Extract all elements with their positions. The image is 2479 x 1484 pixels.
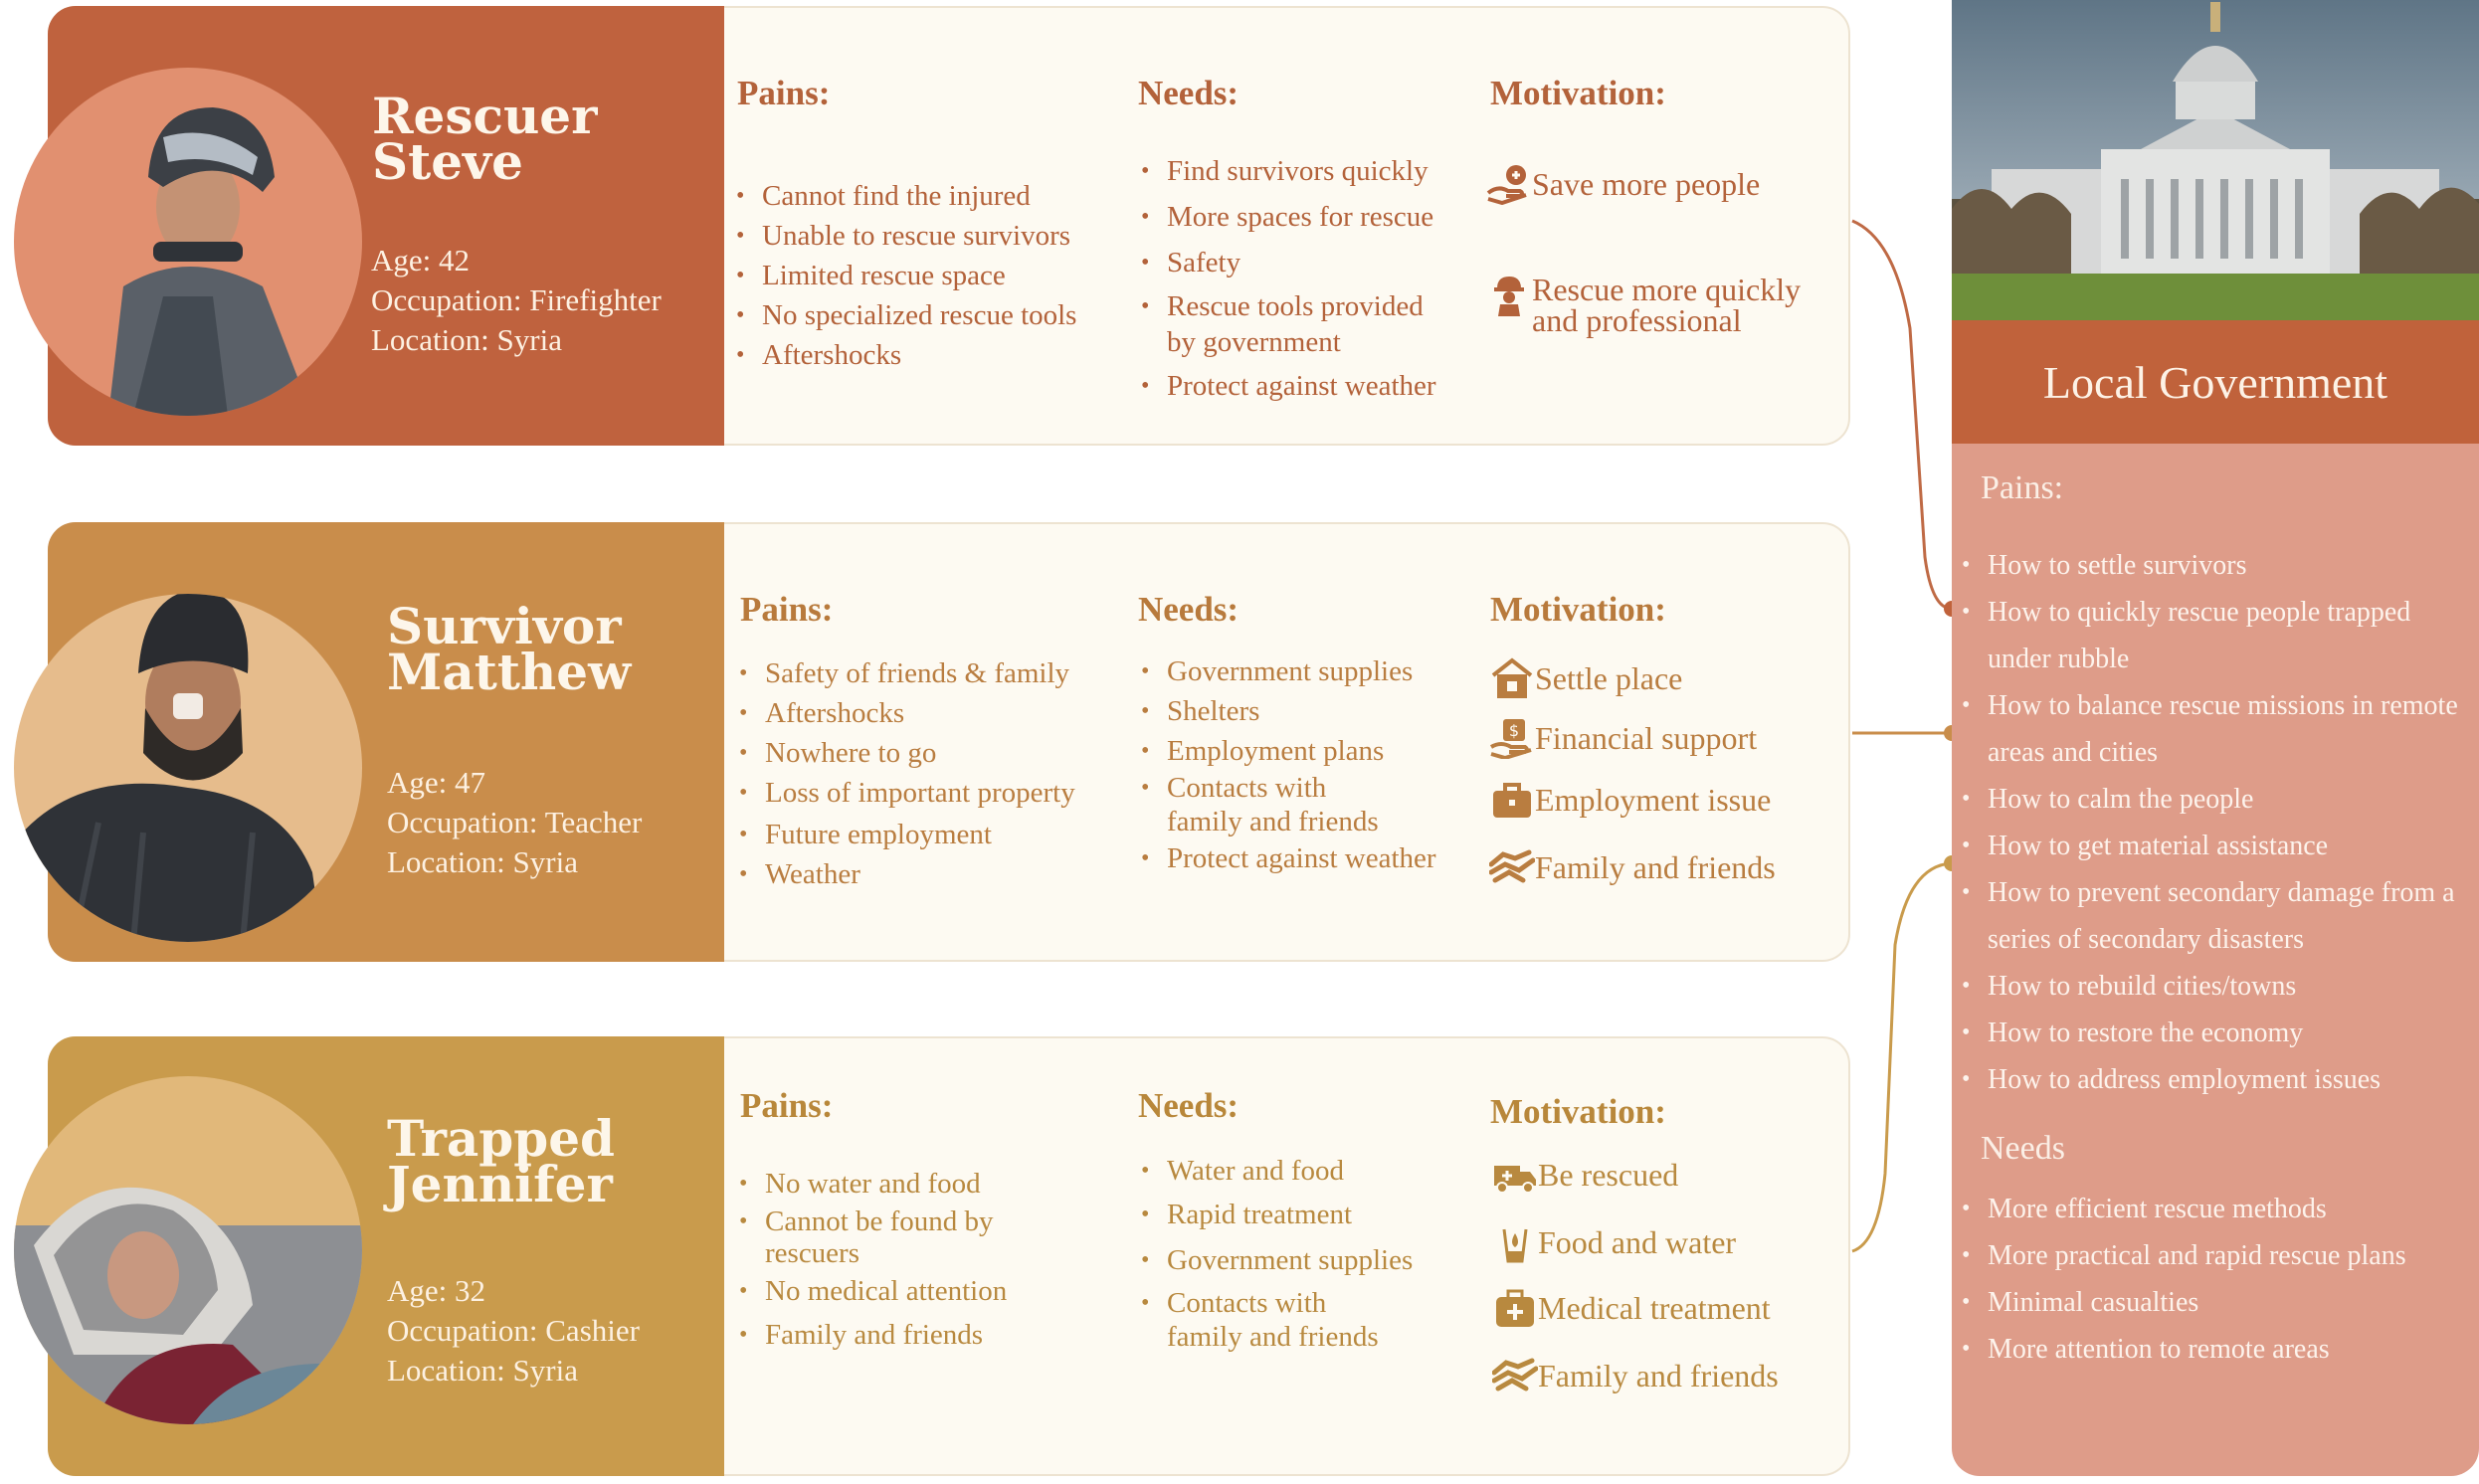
list-item: • Weather [739, 854, 1075, 894]
persona-location: Location: Syria [371, 322, 562, 357]
persona-name: Rescuer Steve [372, 87, 598, 191]
list-item: • How to prevent secondary damage from a series of secondary disasters [1962, 869, 2479, 963]
needs-list [1141, 651, 1436, 878]
list-item: • How to get material assistance [1962, 823, 2479, 869]
list-item: • Rescue tools provided [1141, 288, 1436, 324]
list-item: • Contacts with [1141, 1286, 1413, 1320]
list-item: • No specialized rescue tools [736, 295, 1076, 335]
list-item: • Water and food [1141, 1151, 1413, 1191]
needs-heading: Needs: [1138, 74, 1240, 112]
list-item: • How to address employment issues [1962, 1056, 2479, 1103]
motivation-heading: Motivation: [1490, 74, 1666, 112]
list-item: • No medical attention [739, 1271, 1007, 1311]
city-hall-image [1952, 0, 2479, 320]
water-cup-icon [1492, 1221, 1538, 1263]
list-item: • Loss of important property [739, 773, 1075, 813]
motivation-item: Medical treatment [1492, 1287, 1771, 1329]
list-item: • Aftershocks [739, 693, 1075, 733]
list-item: • Protect against weather [1141, 366, 1436, 406]
persona-occupation: Occupation: Teacher [387, 805, 643, 839]
persona-details [387, 1271, 640, 1391]
handshake-icon [1492, 1355, 1538, 1396]
list-item: • Nowhere to go [739, 733, 1075, 773]
avatar [14, 68, 362, 416]
list-item: family and friends [1167, 1321, 1379, 1353]
list-item: • Protect against weather [1141, 838, 1436, 878]
persona-occupation: Occupation: Cashier [387, 1313, 640, 1348]
motivation-item: Family and friends [1489, 846, 1776, 888]
pains-heading: Pains: [740, 1086, 834, 1125]
list-item: • Contacts with [1141, 771, 1436, 805]
list-item: rescuers [765, 1237, 860, 1269]
list-item: • More practical and rapid rescue plans [1962, 1232, 2479, 1279]
medical-kit-icon [1492, 1287, 1538, 1329]
motivation-item: Settle place [1489, 657, 1682, 699]
list-item: • How to settle survivors [1962, 542, 2479, 589]
pains-list [739, 653, 1075, 894]
needs-list [1141, 1151, 1413, 1354]
list-item: • Limited rescue space [736, 256, 1076, 295]
hand-heart-icon [1486, 163, 1532, 205]
persona-card-matthew [0, 522, 1852, 962]
needs-list [1141, 151, 1436, 406]
connector-jennifer [1852, 863, 1952, 1251]
motivation-heading: Motivation: [1490, 1092, 1666, 1131]
list-item: • Safety of friends & family [739, 653, 1075, 693]
needs-heading: Needs: [1138, 1086, 1240, 1125]
avatar [14, 1076, 362, 1424]
motivation-item: Be rescued [1492, 1154, 1678, 1196]
government-title: Local Government [2042, 356, 2388, 408]
government-needs-list [1962, 1186, 2479, 1373]
persona-name: Trapped Jennifer [387, 1109, 616, 1213]
motivation-item: Food and water [1492, 1221, 1736, 1263]
persona-name: Survivor Matthew [387, 597, 632, 701]
persona-details [371, 241, 662, 360]
list-item: • More spaces for rescue [1141, 197, 1436, 237]
pains-heading: Pains: [737, 74, 831, 112]
list-item: • More attention to remote areas [1962, 1326, 2479, 1373]
persona-occupation: Occupation: Firefighter [371, 282, 662, 317]
list-item: • How to quickly rescue people trapped under rubble [1962, 589, 2479, 682]
list-item: • Rapid treatment [1141, 1195, 1413, 1234]
persona-card-steve [0, 6, 1852, 446]
avatar [14, 594, 362, 942]
government-pains-list [1962, 542, 2479, 1103]
house-icon [1489, 657, 1535, 699]
persona-age: Age: 42 [371, 243, 471, 278]
motivation-item: Rescue more quickly and professional [1486, 275, 1801, 336]
government-needs-heading: Needs [1981, 1130, 2065, 1167]
list-item: • Cannot be found by [739, 1206, 1007, 1237]
list-item: • Minimal casualties [1962, 1279, 2479, 1326]
government-pains-heading: Pains: [1981, 469, 2064, 506]
persona-location: Location: Syria [387, 1353, 578, 1388]
list-item: • More efficient rescue methods [1962, 1186, 2479, 1232]
list-item: • How to balance rescue missions in remote areas and cities [1962, 682, 2479, 776]
firefighter-icon [1486, 275, 1532, 316]
connector-steve [1852, 221, 1952, 609]
list-item: family and friends [1167, 806, 1379, 837]
persona-card-jennifer [0, 1036, 1852, 1476]
briefcase-icon [1489, 779, 1535, 821]
motivation-item: Save more people [1486, 163, 1760, 205]
motivation-item: Family and friends [1492, 1355, 1779, 1396]
persona-details [387, 763, 642, 882]
motivation-item: $ Financial support [1489, 717, 1757, 759]
motivation-item: Employment issue [1489, 779, 1771, 821]
ambulance-icon [1492, 1154, 1538, 1196]
list-item: • No water and food [739, 1164, 1007, 1204]
list-item: • Future employment [739, 815, 1075, 854]
motivation-heading: Motivation: [1490, 590, 1666, 629]
list-item: • How to rebuild cities/towns [1962, 963, 2479, 1010]
list-item: • Government supplies [1141, 1240, 1413, 1280]
local-government-panel [1952, 0, 2479, 1476]
list-item: • Shelters [1141, 691, 1436, 731]
list-item: • Government supplies [1141, 651, 1436, 691]
list-item: • Find survivors quickly [1141, 151, 1436, 191]
svg-text:$: $ [1508, 721, 1520, 740]
persona-age: Age: 47 [387, 765, 486, 800]
list-item: • Employment plans [1141, 731, 1436, 771]
money-hand-icon [1489, 717, 1535, 759]
pains-list [739, 1164, 1007, 1355]
pains-list [736, 176, 1076, 375]
needs-heading: Needs: [1138, 590, 1240, 629]
government-title-bar [1952, 320, 2479, 444]
list-item: by government [1167, 326, 1341, 358]
list-item: • Unable to rescue survivors [736, 216, 1076, 256]
list-item: • How to calm the people [1962, 776, 2479, 823]
list-item: • How to restore the economy [1962, 1010, 2479, 1056]
list-item: • Family and friends [739, 1315, 1007, 1355]
handshake-icon [1489, 846, 1535, 888]
persona-age: Age: 32 [387, 1273, 486, 1308]
list-item: • Safety [1141, 243, 1436, 282]
list-item: • Cannot find the injured [736, 176, 1076, 216]
list-item: • Aftershocks [736, 335, 1076, 375]
pains-heading: Pains: [740, 590, 834, 629]
persona-location: Location: Syria [387, 844, 578, 879]
